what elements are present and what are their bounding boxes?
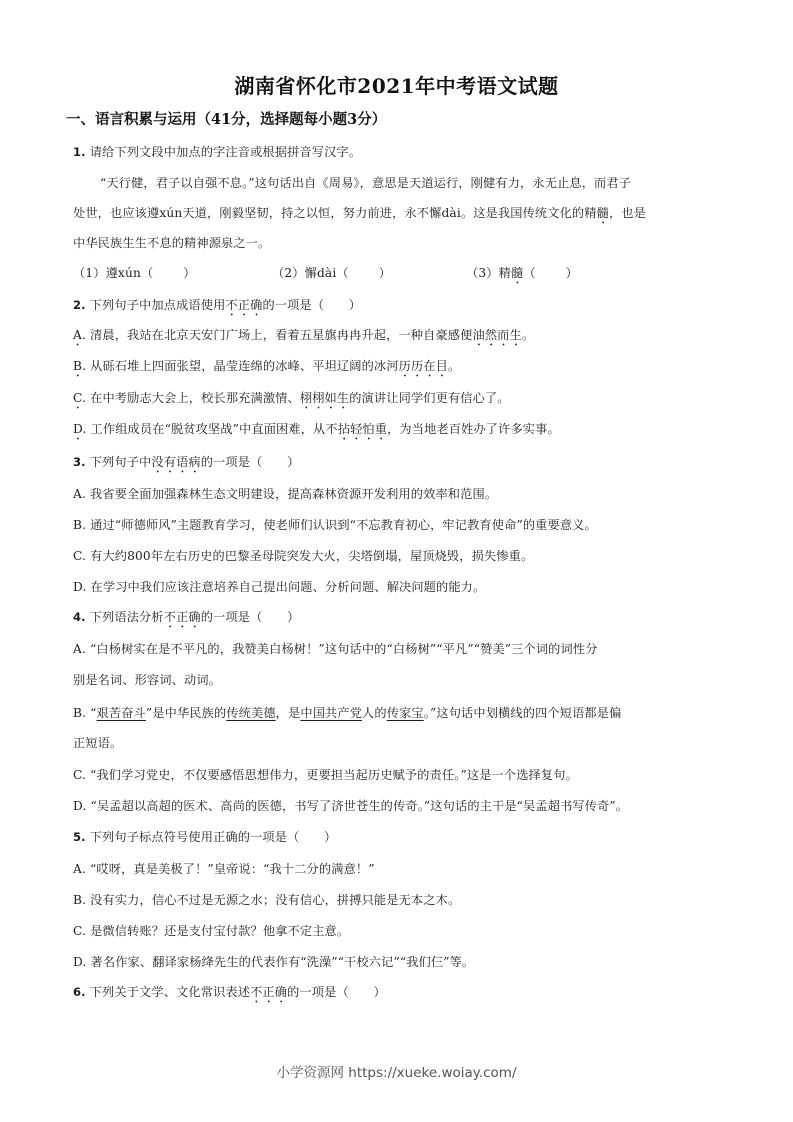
question-1-stem: [73, 143, 361, 160]
option-d: D. “吴孟超以高超的医术、高尚的医德，书写了济世苍生的传奇。”这句话的主干是“吴孟超书写传奇”。: [73, 799, 629, 813]
option-text: 。”这句话中划横线的四个短语都是偏: [423, 706, 622, 720]
option-text: ”是中华民族的: [145, 706, 227, 720]
question-text: 下列句子中加点成语使用: [89, 298, 226, 312]
option-b: [73, 357, 460, 380]
emphasized-text: 不正确: [163, 610, 201, 624]
underlined-phrase: 中国共产党: [300, 706, 363, 720]
answer-items: [73, 264, 578, 287]
option-letter: A.: [73, 862, 86, 876]
emphasized-text: 不正确: [225, 298, 263, 312]
option-text: 在中考励志大会上，校长那充满激情、: [90, 391, 300, 405]
option-c: C. “我们学习党史，不仅要感悟思想伟力，更要担当起历史赋予的责任。”这是一个选择复句。: [73, 768, 578, 782]
emphasized-char: 髓: [510, 266, 524, 280]
option-letter: C.: [73, 924, 87, 938]
question-number: 2.: [73, 298, 86, 312]
option-text: B. “: [73, 706, 97, 720]
question-text: 下列句子中: [89, 455, 152, 469]
underlined-phrase: 艰苦奋斗: [96, 706, 146, 720]
question-text: 下列语法分析: [89, 610, 164, 624]
option-text: “哎呀，真是美极了！”皇帝说：“我十二分的满意！”: [90, 862, 375, 876]
question-number: 1.: [73, 145, 86, 159]
option-letter: C.: [73, 549, 87, 563]
emphasized-char: 髓: [596, 206, 609, 220]
question-text: 的一项是（ ）: [287, 985, 386, 999]
option-d: [73, 578, 485, 595]
option-c: [73, 389, 510, 412]
question-text: 的一项是（ ）: [200, 455, 300, 469]
answer-item-3: [466, 264, 578, 287]
option-text: 从砾石堆上四面张望，晶莹连绵的冰峰、平坦辽阔的冰河: [90, 359, 399, 373]
underlined-phrase: 传家宝: [386, 706, 424, 720]
option-letter: D.: [73, 580, 87, 594]
option-b-line1: [73, 704, 621, 721]
option-text: 人的: [362, 706, 387, 720]
option-d: [73, 953, 474, 970]
option-c: [73, 547, 533, 564]
section-heading: 一、语言积累与运用（41分，选择题每小题3分）: [66, 111, 387, 128]
emphasized-idiom: 油然而生: [472, 328, 522, 342]
option-text: 通过“师德师风”主题教育学习，使老师们认识到“不忘教育初心，牢记教育使命”的重要意义。: [90, 518, 597, 532]
option-text: ，为当地老百姓办了许多实事。: [387, 422, 560, 436]
option-letter: B.: [73, 518, 87, 532]
option-b: [73, 516, 597, 533]
item-close: ）: [378, 266, 392, 280]
option-letter: D.: [73, 955, 87, 969]
footer-watermark: 小学资源网 https://xueke.woiay.com/: [276, 1065, 517, 1081]
option-text: 工作组成员在“脱贫攻坚战”中直面困难，从不: [90, 422, 338, 436]
option-text: 是微信转账？还是支付宝付款？他拿不定主意。: [90, 924, 350, 938]
item-label: （2）懈dài（: [272, 266, 349, 280]
passage-text: 处世，也应该遵xún天道，刚毅坚韧，持之以恒，努力前进，永不懈dài。这是我国传统文化的精: [73, 206, 597, 220]
option-b-line2: 正短语。: [73, 736, 123, 750]
option-a: [73, 326, 534, 349]
emphasized-idiom: 拈轻怕重: [337, 422, 388, 436]
emphasized-text: 不正确: [250, 985, 288, 999]
option-b: [73, 891, 460, 908]
option-letter: A.: [73, 487, 86, 501]
item-close: ）: [183, 266, 196, 280]
question-number: 6.: [73, 985, 86, 999]
question-text: 下列句子标点符号使用正确的一项是（ ）: [89, 830, 337, 844]
question-number: 3.: [73, 455, 86, 469]
question-6-stem: [73, 983, 386, 1006]
question-text: 下列关于文学、文化常识表述: [89, 985, 251, 999]
item-label: （3）精: [466, 266, 511, 280]
emphasized-text: 没有语病: [151, 455, 201, 469]
option-text: 没有实力，信心不过是无源之水；没有信心，拼搏只能是无本之木。: [90, 893, 461, 907]
option-text: ，是: [275, 706, 301, 720]
option-text: 。: [447, 359, 461, 373]
emphasized-idiom: 栩栩如生: [299, 391, 350, 405]
passage-line: 中华民族生生不息的精神源泉之一。: [73, 236, 271, 250]
question-text: 的一项是（ ）: [262, 298, 362, 312]
answer-item-1: [73, 264, 268, 281]
option-a: [73, 485, 497, 502]
option-letter: D.: [73, 422, 87, 436]
option-text: 在学习中我们应该注意培养自己提出问题、分析问题、解决问题的能力。: [90, 580, 486, 594]
question-text: 请给下列文段中加点的字注音或根据拼音写汉字。: [89, 145, 362, 159]
question-4-stem: [73, 608, 299, 631]
passage-text: ，也是: [608, 206, 646, 220]
option-letter: A.: [73, 328, 86, 342]
option-letter: B.: [73, 893, 87, 907]
option-c: [73, 922, 349, 939]
option-text: 。: [521, 328, 535, 342]
item-label: （: [523, 266, 536, 280]
page-title: 湖南省怀化市2021年中考语文试题: [234, 74, 559, 98]
option-letter: B.: [73, 359, 87, 373]
item-close: ）: [565, 266, 579, 280]
option-letter: C.: [73, 391, 87, 405]
option-a-line1: A. “白杨树实在是不平凡的，我赞美白杨树！”这句话中的“白杨树”“平凡”“赞美”三个词的词性分: [73, 642, 598, 656]
option-a-line2: 别是名词、形容词、动词。: [73, 673, 222, 687]
option-text: 我省要全面加强森林生态文明建设，提高森林资源开发利用的效率和范围。: [90, 487, 498, 501]
underlined-phrase: 传统美德: [226, 706, 276, 720]
question-number: 5.: [73, 830, 86, 844]
passage-line: “天行健，君子以自强不息。”这句话出自《周易》，意思是天道运行，刚健有力，永无止息，而君子: [100, 176, 632, 190]
passage-line: [73, 204, 646, 227]
item-label: （1）遵xún（: [73, 266, 154, 280]
question-3-stem: [73, 453, 299, 476]
option-a: [73, 860, 375, 877]
option-d: [73, 420, 560, 443]
question-5-stem: [73, 828, 336, 845]
option-text: 的演讲让同学们更有信心了。: [349, 391, 510, 405]
option-text: 著名作家、翻译家杨绛先生的代表作有“洗澡”“干校六记”“我们仨”等。: [90, 955, 475, 969]
question-2-stem: [73, 296, 361, 319]
emphasized-idiom: 历历在目: [398, 359, 448, 373]
question-text: 的一项是（ ）: [200, 610, 300, 624]
answer-item-2: [272, 264, 462, 281]
option-text: 有大约800年左右历史的巴黎圣母院突发大火，尖塔倒塌，屋顶烧毁，损失惨重。: [90, 549, 534, 563]
option-text: 清晨，我站在北京天安门广场上，看着五星旗冉冉升起，一种自豪感便: [90, 328, 473, 342]
question-number: 4.: [73, 610, 86, 624]
